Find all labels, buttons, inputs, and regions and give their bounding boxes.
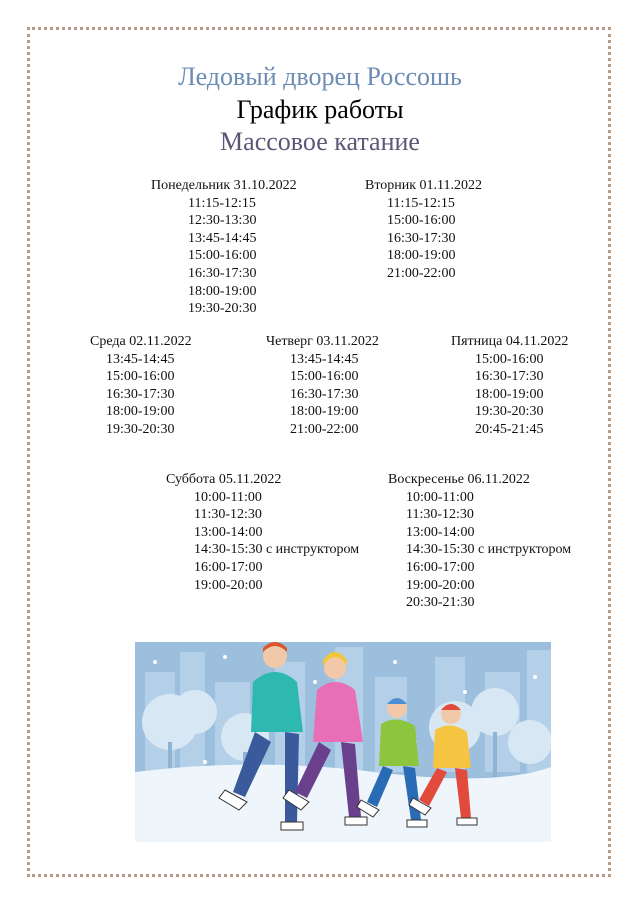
day-header: Пятница 04.11.2022 bbox=[451, 334, 569, 349]
time-slot: 21:00-22:00 bbox=[387, 265, 456, 281]
time-slot: 15:00-16:00 bbox=[290, 369, 359, 385]
day-header: Вторник 01.11.2022 bbox=[365, 178, 483, 193]
day-header: Четверг 03.11.2022 bbox=[266, 334, 379, 349]
time-slot: 15:00-16:00 bbox=[475, 351, 544, 367]
schedule-title: График работы bbox=[236, 95, 404, 124]
time-slot: 11:30-12:30 bbox=[406, 507, 474, 523]
time-slot: 16:00-17:00 bbox=[406, 559, 475, 575]
time-slot: 13:00-14:00 bbox=[406, 524, 475, 540]
time-slot: 20:45-21:45 bbox=[475, 421, 544, 437]
time-slot: 16:30-17:30 bbox=[106, 386, 175, 402]
day-block-tuesday bbox=[365, 177, 482, 283]
day-header: Среда 02.11.2022 bbox=[90, 334, 192, 349]
venue-title: Ледовый дворец Россошь bbox=[178, 62, 462, 91]
time-slot: 10:00-11:00 bbox=[406, 489, 474, 505]
time-slot: 16:30-17:30 bbox=[475, 369, 544, 385]
time-slot: 18:00-19:00 bbox=[106, 404, 175, 420]
time-slot: 12:30-13:30 bbox=[188, 213, 257, 229]
time-slot: 15:00-16:00 bbox=[387, 213, 456, 229]
time-slot: 19:30-20:30 bbox=[188, 301, 257, 317]
time-slot: 11:15-12:15 bbox=[188, 195, 256, 211]
time-slot: 14:30-15:30 с инструктором bbox=[194, 542, 360, 558]
time-slot: 13:00-14:00 bbox=[194, 524, 263, 540]
time-slot: 18:00-19:00 bbox=[387, 248, 456, 264]
day-block-monday bbox=[151, 177, 297, 318]
time-slot: 10:00-11:00 bbox=[194, 489, 262, 505]
time-slot: 14:30-15:30 с инструктором bbox=[406, 542, 572, 558]
time-slot: 19:30-20:30 bbox=[475, 404, 544, 420]
activity-title: Массовое катание bbox=[220, 127, 420, 156]
day-block-friday bbox=[451, 333, 568, 439]
time-slot: 11:30-12:30 bbox=[194, 507, 262, 523]
day-block-wednesday bbox=[90, 333, 192, 439]
time-slot: 21:00-22:00 bbox=[290, 421, 359, 437]
time-slot: 18:00-19:00 bbox=[475, 386, 544, 402]
time-slot: 16:30-17:30 bbox=[387, 230, 456, 246]
day-header: Понедельник 31.10.2022 bbox=[151, 178, 297, 193]
time-slot: 16:00-17:00 bbox=[194, 559, 263, 575]
time-slot: 18:00-19:00 bbox=[188, 283, 257, 299]
time-slot: 11:15-12:15 bbox=[387, 195, 455, 211]
time-slot: 19:00-20:00 bbox=[406, 577, 475, 593]
time-slot: 13:45-14:45 bbox=[290, 351, 359, 367]
time-slot: 20:30-21:30 bbox=[406, 595, 475, 611]
day-header: Суббота 05.11.2022 bbox=[166, 472, 282, 487]
time-slot: 13:45-14:45 bbox=[188, 230, 257, 246]
day-block-sunday bbox=[388, 471, 571, 612]
time-slot: 16:30-17:30 bbox=[188, 265, 257, 281]
day-block-thursday bbox=[266, 333, 379, 439]
skating-family-illustration bbox=[135, 642, 551, 842]
day-header: Воскресенье 06.11.2022 bbox=[388, 472, 530, 487]
time-slot: 18:00-19:00 bbox=[290, 404, 359, 420]
time-slot: 15:00-16:00 bbox=[106, 369, 175, 385]
time-slot: 13:45-14:45 bbox=[106, 351, 175, 367]
time-slot: 16:30-17:30 bbox=[290, 386, 359, 402]
time-slot: 19:30-20:30 bbox=[106, 421, 175, 437]
time-slot: 19:00-20:00 bbox=[194, 577, 263, 593]
time-slot: 15:00-16:00 bbox=[188, 248, 257, 264]
day-block-saturday bbox=[166, 471, 359, 594]
